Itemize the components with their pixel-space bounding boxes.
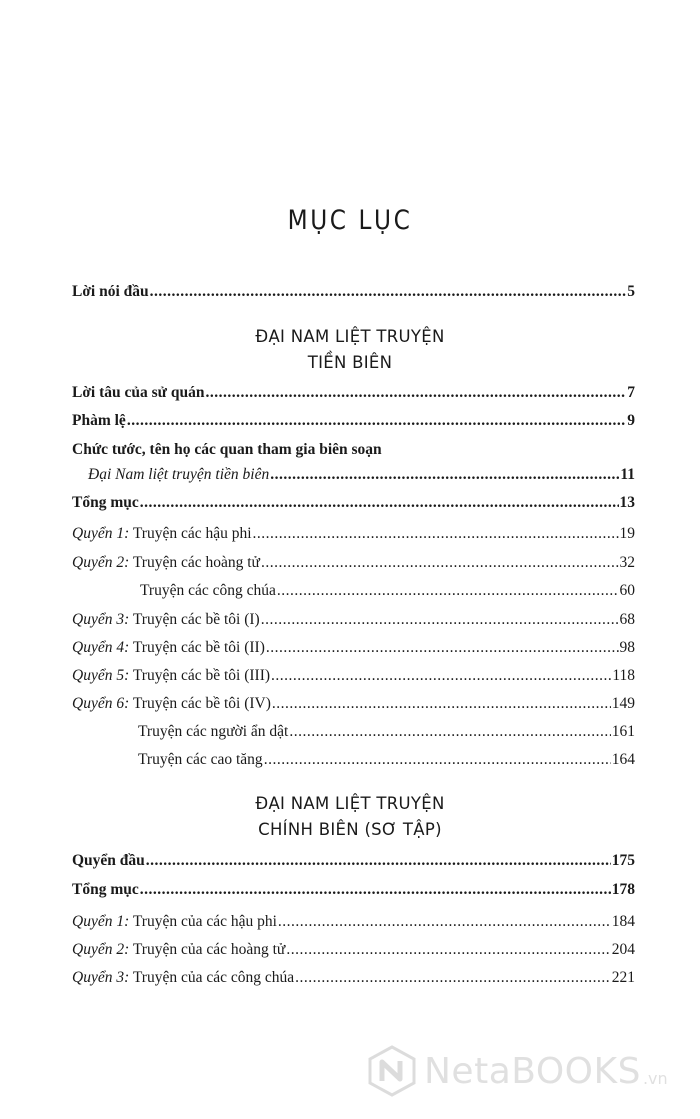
toc-entry-summary[interactable] (72, 492, 635, 514)
dot-leader (253, 523, 619, 545)
toc-entry-label: Truyện các bề tôi (IV) (132, 695, 271, 712)
toc-volume-entry[interactable] (72, 637, 635, 659)
toc-entry-compilers-line1: Chức tước, tên họ các quan tham gia biên soạn (72, 441, 382, 458)
toc-volume-entry[interactable] (138, 749, 635, 771)
toc-page-number: 9 (627, 412, 635, 429)
toc-entry-label: Truyện của các hậu phi (132, 913, 277, 930)
volume-label: Quyển 2: (72, 554, 130, 571)
watermark-brand: NetaBOOKS (424, 1050, 641, 1092)
toc-entry-label: Lời tâu của sử quán (72, 384, 205, 401)
toc-entry-label: Truyện các cao tăng (138, 751, 263, 768)
dot-leader (140, 492, 619, 514)
toc-entry-intro[interactable] (72, 281, 635, 303)
volume-label: Quyển 3: (72, 969, 130, 986)
toc-page-number: 5 (627, 283, 635, 300)
volume-label: Quyển 1: (72, 913, 130, 930)
dot-leader (286, 939, 610, 961)
section-heading-line: CHÍNH BIÊN (SƠ TẬP) (258, 820, 442, 839)
dot-leader (266, 637, 619, 659)
toc-entry-label: Truyện các hoàng tử (132, 554, 260, 571)
dot-leader (150, 281, 627, 303)
netabooks-logo-icon (366, 1045, 418, 1097)
dot-leader (261, 609, 619, 631)
toc-entry-label: Truyện các bề tôi (I) (132, 611, 260, 628)
toc-entry-label: Truyện các bề tôi (III) (132, 667, 271, 684)
toc-entry-label: Truyện các người ẩn dật (138, 723, 289, 740)
toc-volume-entry[interactable] (72, 967, 635, 989)
toc-page-number: 7 (627, 384, 635, 401)
toc-entry-label: Truyện các hậu phi (132, 525, 252, 542)
toc-page-number: 68 (619, 611, 635, 628)
section-heading-line: ĐẠI NAM LIỆT TRUYỆN (255, 794, 445, 813)
section-heading-tien-bien (0, 324, 700, 376)
toc-page-number: 118 (612, 667, 635, 684)
watermark-suffix: .vn (642, 1069, 668, 1088)
toc-page-number: 221 (611, 969, 635, 986)
toc-volume-entry[interactable] (72, 523, 635, 545)
volume-label: Quyển 5: (72, 667, 130, 684)
dot-leader (271, 665, 611, 687)
toc-entry[interactable] (72, 879, 635, 901)
volume-label: Quyển 2: (72, 941, 130, 958)
toc-page-number: 204 (611, 941, 635, 958)
toc-page-number: 60 (619, 582, 635, 599)
dot-leader (289, 721, 610, 743)
toc-page-number: 11 (620, 466, 635, 483)
toc-entry-label: Lời nói đầu (72, 283, 149, 300)
dot-leader (272, 693, 611, 715)
dot-leader (140, 879, 611, 901)
toc-entry[interactable] (72, 410, 635, 432)
toc-entry[interactable] (72, 382, 635, 404)
toc-entry-label: Quyển đầu (72, 852, 145, 869)
toc-entry-label: Truyện của các hoàng tử (132, 941, 286, 958)
toc-entry-label: Truyện của các công chúa (132, 969, 295, 986)
toc-entry-label: Đại Nam liệt truyện tiền biên (88, 466, 270, 483)
toc-page-number: 13 (619, 494, 635, 511)
toc-page-number: 32 (619, 554, 635, 571)
dot-leader (264, 749, 611, 771)
toc-entry-label: Truyện các bề tôi (II) (132, 639, 265, 656)
page-title: MỤC LỤC (287, 205, 413, 236)
dot-leader (261, 552, 619, 574)
toc-entry-compilers[interactable] (88, 464, 635, 486)
section-heading-line: ĐẠI NAM LIỆT TRUYỆN (255, 327, 445, 346)
toc-page-number: 175 (611, 852, 635, 869)
volume-label: Quyển 3: (72, 611, 130, 628)
toc-entry-label: Phàm lệ (72, 412, 126, 429)
dot-leader (127, 410, 626, 432)
toc-page-number: 98 (619, 639, 635, 656)
toc-volume-entry[interactable] (138, 721, 635, 743)
toc-volume-entry[interactable] (140, 580, 635, 602)
volume-label: Quyển 6: (72, 695, 130, 712)
toc-entry[interactable] (72, 850, 635, 872)
toc-volume-entry[interactable] (72, 911, 635, 933)
dot-leader (270, 464, 619, 486)
toc-page-number: 161 (611, 723, 635, 740)
toc-volume-entry[interactable] (72, 693, 635, 715)
toc-page-number: 178 (611, 881, 635, 898)
toc-volume-entry[interactable] (72, 665, 635, 687)
toc-entry-label: Truyện các công chúa (140, 582, 276, 599)
toc-entry-label: Tổng mục (72, 494, 139, 511)
dot-leader (278, 911, 611, 933)
toc-page-number: 184 (611, 913, 635, 930)
netabooks-watermark (366, 1040, 696, 1102)
toc-volume-entry[interactable] (72, 939, 635, 961)
toc-volume-entry[interactable] (72, 609, 635, 631)
volume-label: Quyển 1: (72, 525, 130, 542)
volume-label: Quyển 4: (72, 639, 130, 656)
dot-leader (146, 850, 611, 872)
dot-leader (277, 580, 619, 602)
toc-page-number: 164 (611, 751, 635, 768)
toc-page-number: 19 (619, 525, 635, 542)
section-heading-chinh-bien (0, 791, 700, 843)
dot-leader (295, 967, 611, 989)
dot-leader (205, 382, 626, 404)
toc-page-number: 149 (611, 695, 635, 712)
toc-entry-label: Tổng mục (72, 881, 139, 898)
toc-volume-entry[interactable] (72, 552, 635, 574)
section-heading-line: TIỀN BIÊN (307, 353, 393, 372)
